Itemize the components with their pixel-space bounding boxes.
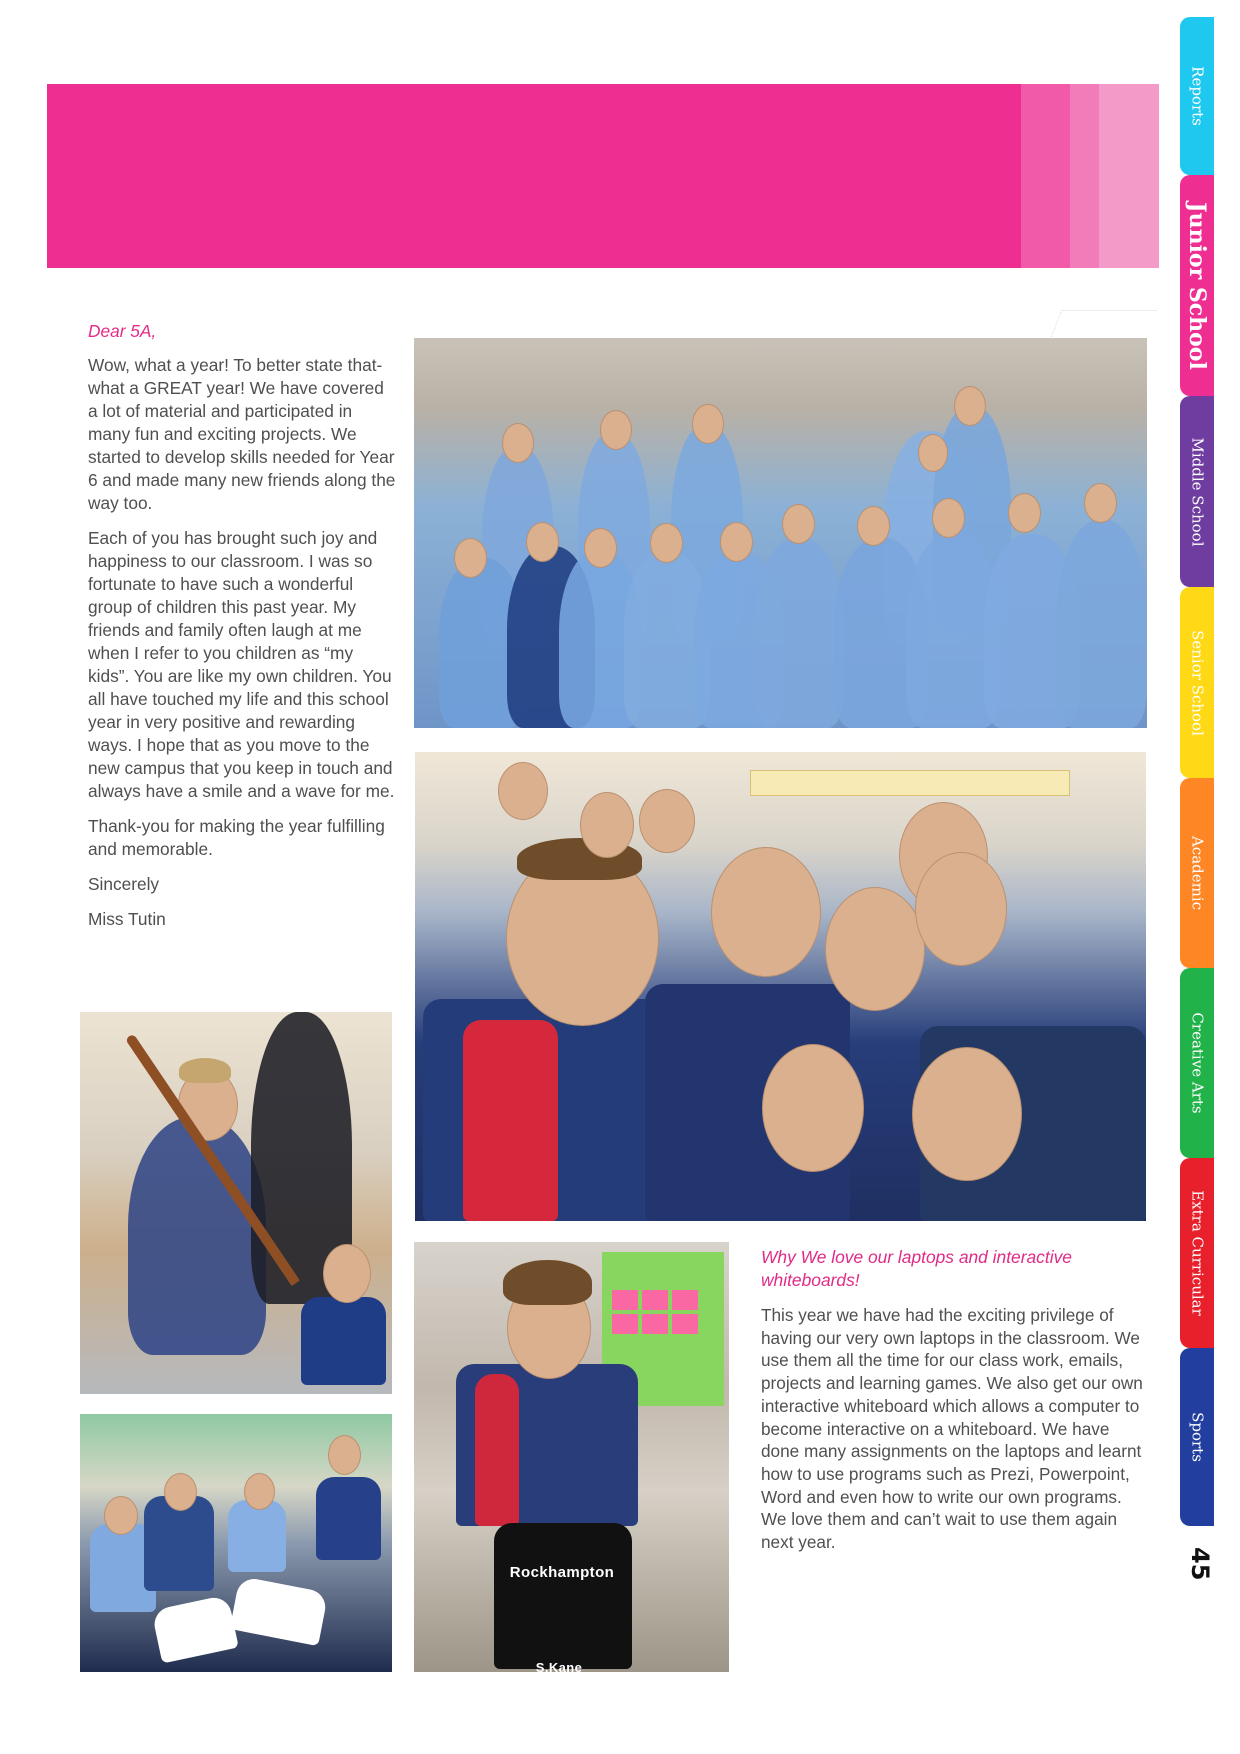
tab-junior-school[interactable] [1180,175,1214,396]
student-head [454,538,487,578]
students-painting-photo [80,1414,392,1672]
student-shirt-stripe [475,1374,519,1526]
student-shirt [463,1020,558,1221]
letter-signoff: Sincerely [88,874,160,894]
tab-middle-school[interactable] [1180,396,1214,587]
sticky-note [642,1290,668,1310]
classroom-banner [750,770,1070,796]
tab-sports[interactable] [1180,1348,1214,1526]
sticky-note [612,1314,638,1334]
student-head [692,404,724,444]
student-head [954,386,986,426]
section-tabs [1180,17,1214,1509]
student-head [918,434,948,472]
student-hair [503,1260,592,1305]
student-head [600,410,632,450]
letter-paragraph: Each of you has brought such joy and happiness to our classroom. I was so fortunate to have such a wonderful group of children this past year. My friends and family often laugh at me when I refer to you children as “my kids”. You are like my own children. You all have touched my life and this school year in very positive and rewarding ways. I hope that as you move to the new campus that you keep in touch and always have a smile and a wave for me. [88,528,395,801]
classroom-selfie-photo [415,752,1146,1221]
tab-label: Creative Arts [1188,1012,1207,1114]
header-stripe [1070,84,1099,268]
student-hair [179,1058,231,1083]
student-head [502,423,534,463]
student-head [912,1047,1022,1181]
student-head [650,523,683,563]
tab-academic[interactable] [1180,778,1214,968]
header-stripe [1021,84,1070,268]
student-shirt [316,1477,381,1560]
student-head [584,528,617,568]
student-head [825,887,925,1011]
student-head [711,847,821,977]
student-head [932,498,965,538]
student-head [164,1473,197,1511]
student-head [244,1473,275,1510]
student-head [857,506,890,546]
article-heading: Why We love our laptops and interactive whiteboards! [761,1247,1072,1290]
student-head [720,522,753,562]
letter-paragraph: Thank-you for making the year fulfilling and memorable. [88,816,385,859]
student-head [328,1435,361,1475]
header-stripe [1099,84,1159,268]
page-number: 45 [1186,1547,1214,1581]
student-robe [128,1117,266,1355]
student-head [498,762,548,820]
laptops-article [761,1246,1146,1554]
article-body: This year we have had the exciting privilege of having our very own laptops in the classroom. We use them all the time for our class work, emails, projects and learning games. We also get our own interactive whiteboard which allows a computer to become interactive on a whiteboard. We have done many assignments on the laptops and learnt how to use programs such as Prezi, Powerpoint, Word and even how to write our own programs. We love them and can’t wait to use them again next year. [761,1305,1143,1553]
photo-caption: S.Kane [535,1660,583,1672]
student-head [526,522,559,562]
student-head [580,792,634,858]
tab-label: Middle School [1188,437,1207,546]
student-head [782,504,815,544]
teacher-letter [88,320,398,943]
student-portrait-photo [414,1242,729,1672]
student-figure [1057,520,1147,728]
student-shirt [228,1500,286,1572]
student-head [1084,483,1117,523]
tab-extra-curricular[interactable] [1180,1158,1214,1348]
tab-label: Reports [1188,66,1207,126]
student-head [639,789,695,853]
student-shorts [494,1523,632,1669]
class-group-photo [414,338,1147,728]
tab-label: Junior School [1184,201,1210,370]
student-head [762,1044,864,1172]
student-head [323,1244,371,1303]
tab-label: Sports [1188,1412,1207,1462]
letter-signature: Miss Tutin [88,909,166,929]
student-shirt [301,1297,386,1385]
student-figure [754,538,844,728]
letter-paragraph: Wow, what a year! To better state that- what a GREAT year! We have covered a lot of material and participated in many fun and exciting projects. We started to develop skills needed for Year 6 and made many new friends along the way too. [88,355,396,513]
sticky-note [672,1314,698,1334]
sticky-note [612,1290,638,1310]
tab-reports[interactable] [1180,17,1214,175]
student-head [104,1496,138,1535]
letter-salutation: Dear 5A, [88,321,157,341]
tab-label: Extra Curricular [1188,1190,1207,1316]
tab-senior-school[interactable] [1180,587,1214,778]
student-head [1008,493,1041,533]
student-with-sword-photo [80,1012,392,1394]
header-color-band [47,84,1159,268]
tab-label: Academic [1188,835,1207,911]
sticky-note [642,1314,668,1334]
student-head [915,852,1007,966]
sticky-note [672,1290,698,1310]
photo-caption: Rockhampton [509,1564,615,1581]
tab-label: Senior School [1188,629,1207,736]
tab-creative-arts[interactable] [1180,968,1214,1158]
